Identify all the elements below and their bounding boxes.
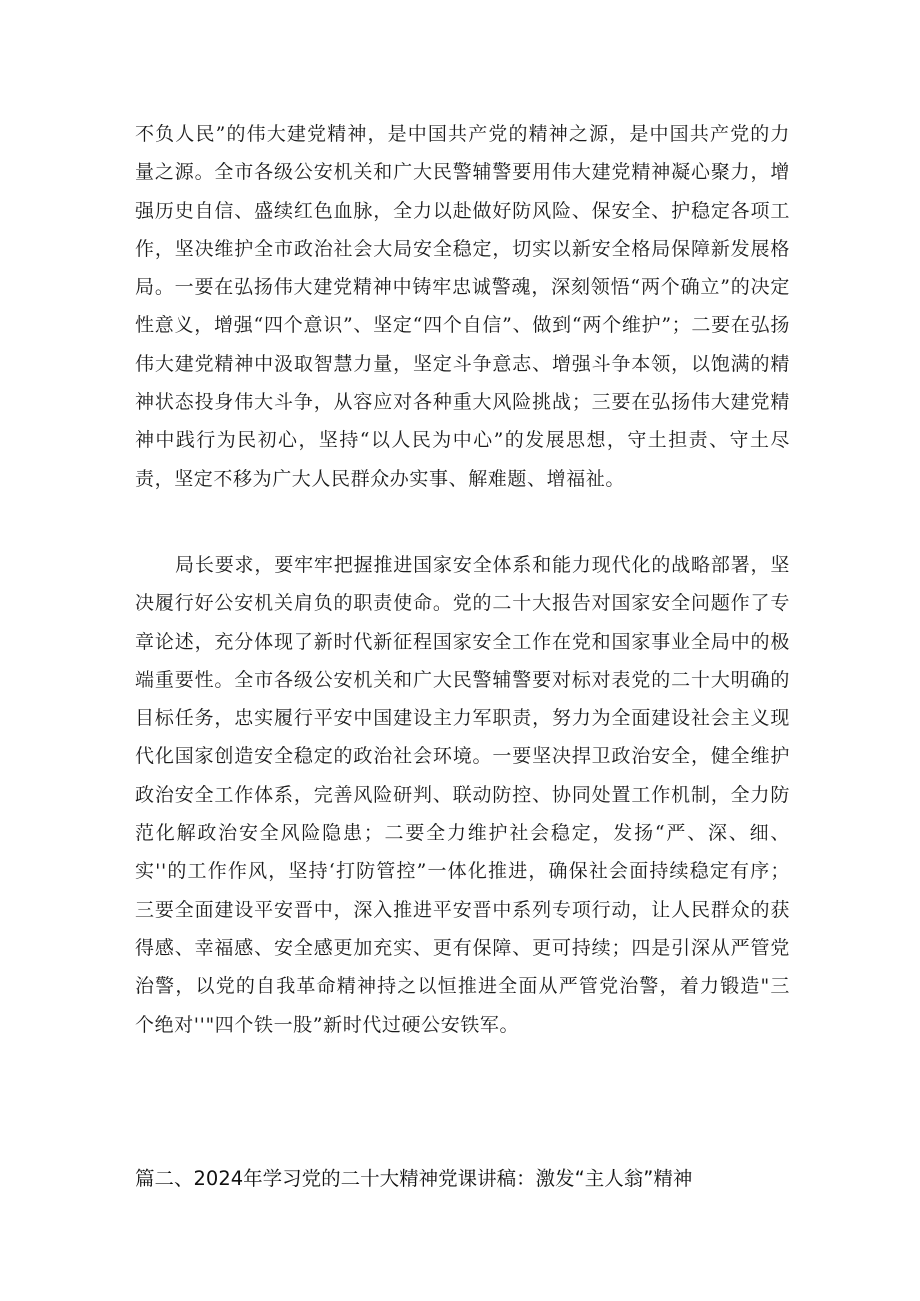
body-paragraph: 局长要求，要牢牢把握推进国家安全体系和能力现代化的战略部署，坚决履行好公安机关肩负的职责使命。党的二十大报告对国家安全问题作了专章论述，充分体现了新时代新征程国家安全工作在党和国家事业全局中的极端重要性。全市各级公安机关和广大民警辅警要对标对表党的二十大明确的目标任务，忠实履行平安中国建设主力军职责，努力为全面建设社会主义现代化国家创造安全稳定的政治社会环境。一要坚决捍卫政治安全，健全维护政治安全工作体系，完善风险研判、联动防控、协同处置工作机制，全力防范化解政治安全风险隐患；二要全力维护社会稳定，发扬“严、深、细、实''的工作作风，坚持‘打防管控”一体化推进，确保社会面持续稳定有序；三要全面建设平安晋中，深入推进平安晋中系列专项行动，让人民群众的获得感、幸福感、安全感更加充实、更有保障、更可持续；四是引深从严管党治警，以党的自我革命精神持之以恒推进全面从严管党治警，着力锻造"三个绝对''"四个铁一股”新时代过硬公安铁军。 <box>135 554 790 1036</box>
section-heading: 篇二、2024年学习党的二十大精神党课讲稿：激发“主人翁”精神 <box>135 1167 693 1190</box>
body-paragraph: 不负人民”的伟大建党精神，是中国共产党的精神之源，是中国共产党的力量之源。全市各级公安机关和广大民警辅警要用伟大建党精神凝心聚力，增强历史自信、盛续红色血脉，全力以赴做好防风险、保安全、护稳定各项工作，坚决维护全市政治社会大局安全稳定，切实以新安全格局保障新发展格局。一要在弘扬伟大建党精神中铸牢忠诚警魂，深刻领悟“两个确立”的决定性意义，增强“四个意识”、坚定“四个自信”、做到“两个维护”；二要在弘扬伟大建党精神中汲取智慧力量，坚定斗争意志、增强斗争本领，以饱满的精神状态投身伟大斗争，从容应对各种重大风险挑战；三要在弘扬伟大建党精神中践行为民初心，坚持“以人民为中心”的发展思想，守土担责、守土尽责，坚定不移为广大人民群众办实事、解难题、增福祉。 <box>135 123 790 490</box>
